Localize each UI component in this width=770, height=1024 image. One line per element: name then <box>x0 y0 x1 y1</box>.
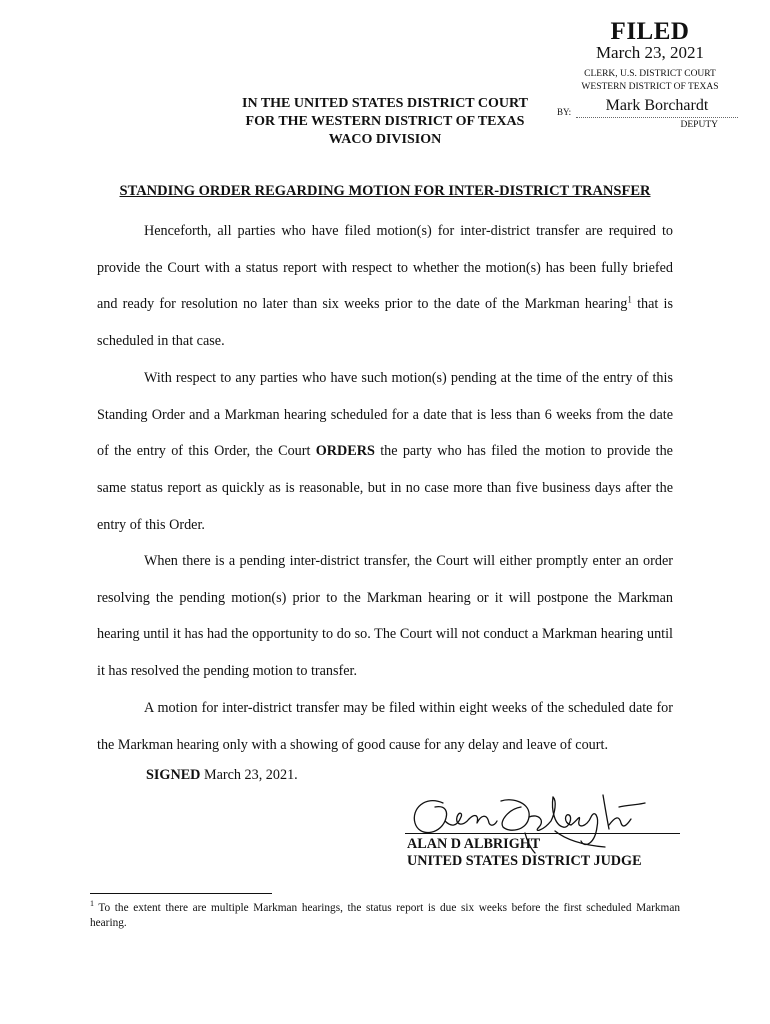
signature-line <box>405 833 680 834</box>
clerk-line-1: CLERK, U.S. DISTRICT COURT <box>584 69 716 79</box>
paragraph-2-text-b: the party who has filed the motion to provide the same status report as quickly as is reasonable, but in no case more than five business days after the entry of this Order. <box>97 443 673 533</box>
paragraph-1-text-a: Henceforth, all parties who have filed motion(s) for inter-district transfer are required to provide the Court with a status report with respect to whether the motion(s) has been fully briefed and ready for resolution no later than six weeks prior to the date of the Markman hearing <box>97 223 673 313</box>
clerk-info <box>560 68 740 94</box>
paragraph-1 <box>97 213 673 360</box>
filed-date: March 23, 2021 <box>595 43 705 62</box>
court-header-line-2: FOR THE WESTERN DISTRICT OF TEXAS <box>245 114 525 129</box>
by-label: BY: <box>557 107 572 117</box>
document-title: STANDING ORDER REGARDING MOTION FOR INTER-DISTRICT TRANSFER <box>119 183 651 199</box>
footnote-ref: 1 <box>627 294 632 305</box>
court-header <box>222 95 548 149</box>
filed-stamp-title: FILED <box>610 18 690 45</box>
footnote <box>90 901 680 931</box>
signed-date: March 23, 2021. <box>200 767 298 783</box>
judge-name: ALAN D ALBRIGHT <box>407 836 541 852</box>
footnote-rule <box>90 893 272 894</box>
signed-label: SIGNED <box>146 767 201 783</box>
paragraph-1-text-b: that is scheduled in that case. <box>97 296 674 350</box>
paragraph-3 <box>97 543 673 690</box>
signed-line <box>146 767 298 784</box>
paragraph-4-text: A motion for inter-district transfer may be filed within eight weeks of the scheduled date for the Markman hearing only with a showing of good cause for any delay and leave of court. <box>97 700 673 753</box>
paragraph-2-text-a: With respect to any parties who have such motion(s) pending at the time of the entry of this Standing Order and a Markman hearing scheduled for a date that is less than 6 weeks from the date of the entry of this Order, the Court <box>97 370 673 460</box>
paragraph-2-orders: ORDERS <box>315 443 375 460</box>
deputy-label: DEPUTY <box>680 120 718 130</box>
court-header-line-3: WACO DIVISION <box>328 132 442 147</box>
footnote-marker: 1 <box>90 899 94 909</box>
court-header-line-1: IN THE UNITED STATES DISTRICT COURT <box>242 96 528 111</box>
footnote-text: To the extent there are multiple Markman hearings, the status report is due six weeks before the first scheduled Markman hearing. <box>90 902 680 929</box>
paragraph-2 <box>97 360 673 544</box>
paragraph-3-text: When there is a pending inter-district transfer, the Court will either promptly enter an order resolving the pending motion(s) prior to the Markman hearing or it will postpone the Markman hearing until it has had the opportunity to do so. The Court will not conduct a Markman hearing until it has resolved the pending motion to transfer. <box>97 553 673 680</box>
deputy-name: Mark Borchardt <box>605 97 709 114</box>
paragraph-4 <box>97 690 673 763</box>
judge-title: UNITED STATES DISTRICT JUDGE <box>407 853 642 869</box>
clerk-line-2: WESTERN DISTRICT OF TEXAS <box>581 82 719 92</box>
judge-block <box>407 836 642 870</box>
by-signature-line <box>576 117 738 118</box>
